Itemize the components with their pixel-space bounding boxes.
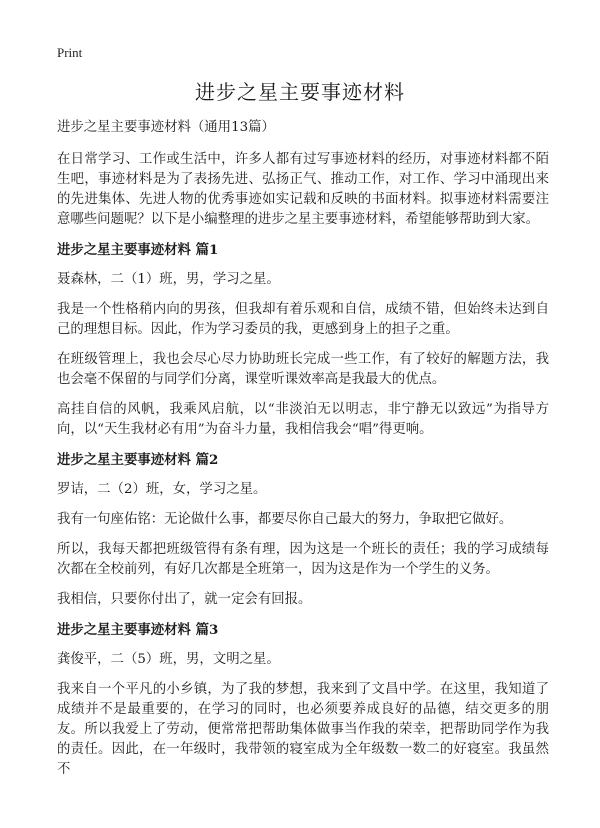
document-subtitle: 进步之星主要事迹材料（通用13篇） [57, 120, 275, 135]
document-title: 进步之星主要事迹材料 [195, 80, 405, 104]
paragraph: 我是一个性格稍内向的男孩，但我却有着乐观和自信，成绩不错，但始终未达到自己的理想目标。因此，作为学习委员的我，更感到身上的担子之重。 [57, 302, 549, 337]
section-heading-1: 进步之星主要事迹材料 篇1 [57, 242, 219, 258]
print-link[interactable]: Print [57, 45, 83, 60]
paragraph: 龚俊平，二（5）班，男，文明之星。 [57, 652, 280, 667]
paragraph: 高挂自信的风帆，我乘风启航，以“非淡泊无以明志，非宁静无以致远”为指导方向，以“天生我材必有用”为奋斗力量，我相信我会“唱”得更响。 [57, 402, 549, 437]
paragraph: 所以，我每天都把班级管得有条有理，因为这是一个班长的责任；我的学习成绩每次都在全校前列，有好几次都是全班第一，因为这是作为一个学生的义务。 [57, 542, 549, 577]
section-heading-2: 进步之星主要事迹材料 篇2 [57, 452, 219, 468]
paragraph: 聂森林，二（1）班，男，学习之星。 [57, 272, 280, 287]
section-heading-3: 进步之星主要事迹材料 篇3 [57, 622, 219, 638]
paragraph: 我相信，只要你付出了，就一定会有回报。 [57, 592, 312, 607]
paragraph: 我来自一个平凡的小乡镇，为了我的梦想，我来到了文昌中学。在这里，我知道了成绩并不是最重要的，在学习的同时，也必须要养成良好的品德，结交更多的朋友。所以我爱上了劳动，便常常把帮助集体做事当作我的荣幸，把帮助同学作为我的责任。因此，在一年级时，我带领的寝室成为全年级数一数二的好寝室。我虽然不 [57, 682, 549, 777]
paragraph: 罗诘，二（2）班，女，学习之星。 [57, 482, 267, 497]
intro-paragraph: 在日常学习、工作或生活中，许多人都有过写事迹材料的经历，对事迹材料都不陌生吧，事迹材料是为了表扬先进、弘扬正气、推动工作，对工作、学习中涌现出来的先进集体、先进人物的优秀事迹如实记载和反映的书面材料。拟事迹材料需要注意哪些问题呢？以下是小编整理的进步之星主要事迹材料，希望能够帮助到大家。 [57, 152, 549, 227]
document-body [57, 118, 549, 790]
paragraph: 在班级管理上，我也会尽心尽力协助班长完成一些工作，有了较好的解题方法，我也会毫不保留的与同学们分离，课堂听课效率高是我最大的优点。 [57, 352, 549, 387]
paragraph: 我有一句座佑铭：无论做什么事，都要尽你自己最大的努力，争取把它做好。 [57, 512, 513, 527]
